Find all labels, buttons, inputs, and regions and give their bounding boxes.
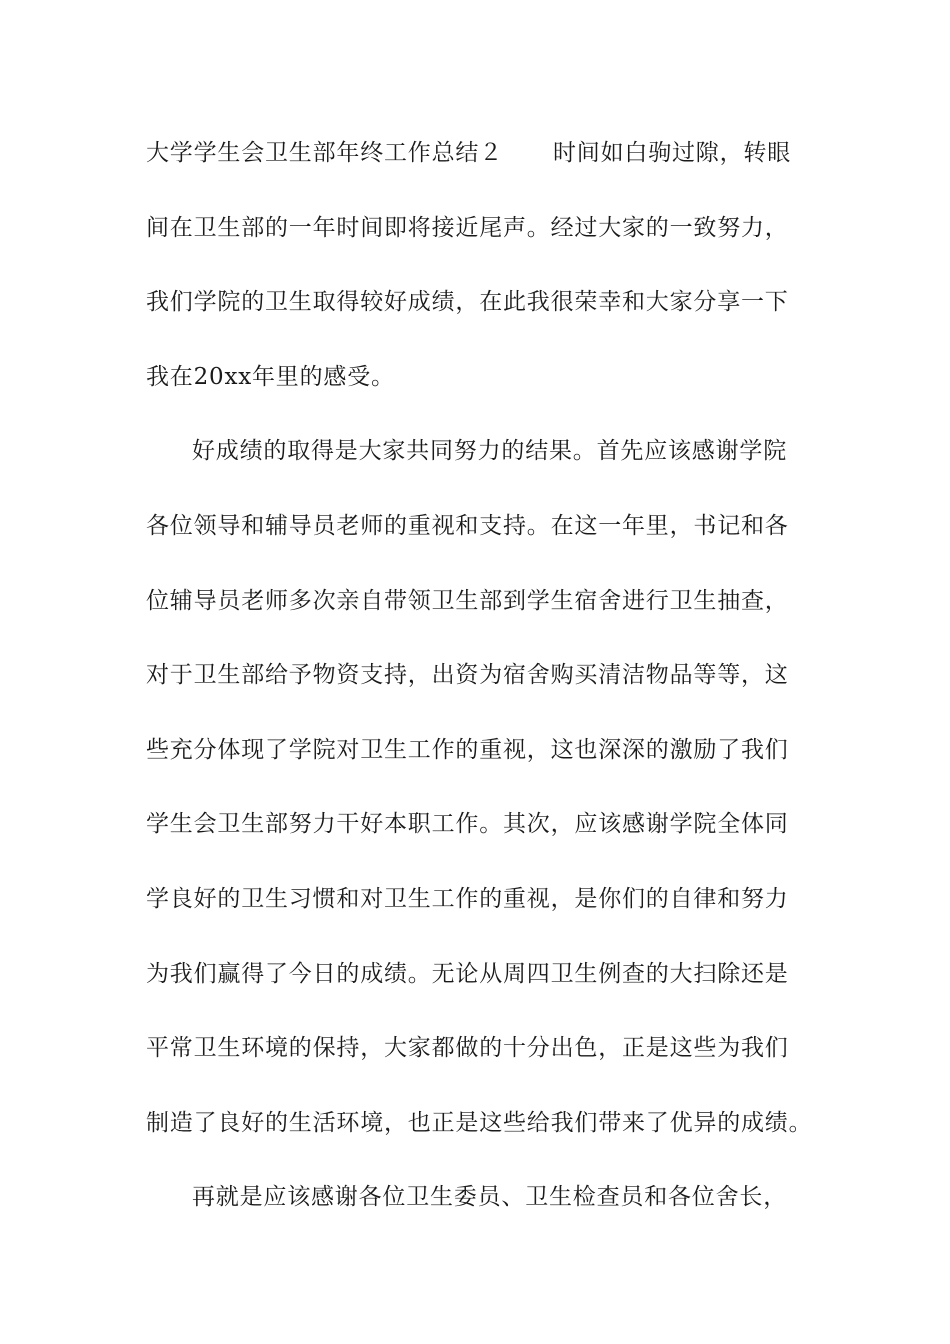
text-line: 制造了良好的生活环境，也正是这些给我们带来了优异的成绩。 — [146, 1109, 813, 1136]
text-line: 些充分体现了学院对卫生工作的重视，这也深深的激励了我们 — [146, 736, 789, 763]
text-line — [146, 128, 810, 203]
document-body — [146, 128, 813, 1247]
document-title: 大学学生会卫生部年终工作总结２ — [146, 140, 503, 166]
paragraph-start-line: 好成绩的取得是大家共同努力的结果。首先应该感谢学院 — [192, 438, 787, 465]
paragraph-start-line: 再就是应该感谢各位卫生委员、卫生检查员和各位舍长， — [192, 1184, 787, 1211]
text-line: 平常卫生环境的保持，大家都做的十分出色，正是这些为我们 — [146, 1035, 789, 1062]
text-line: 我们学院的卫生取得较好成绩，在此我很荣幸和大家分享一下 — [146, 289, 789, 316]
text-line: 位辅导员老师多次亲自带领卫生部到学生宿舍进行卫生抽查， — [146, 587, 789, 614]
text-line: 我在20xx年里的感受。 — [146, 363, 395, 390]
text-line: 学良好的卫生习惯和对卫生工作的重视，是你们的自律和努力 — [146, 885, 789, 912]
paragraph-text: 时间如白驹过隙，转眼 — [553, 140, 791, 166]
text-line: 间在卫生部的一年时间即将接近尾声。经过大家的一致努力， — [146, 214, 789, 241]
text-line: 各位领导和辅导员老师的重视和支持。在这一年里，书记和各 — [146, 512, 789, 539]
text-line: 为我们赢得了今日的成绩。无论从周四卫生例查的大扫除还是 — [146, 960, 789, 987]
text-line: 对于卫生部给予物资支持，出资为宿舍购买清洁物品等等，这 — [146, 662, 789, 689]
text-line: 学生会卫生部努力干好本职工作。其次，应该感谢学院全体同 — [146, 811, 789, 838]
